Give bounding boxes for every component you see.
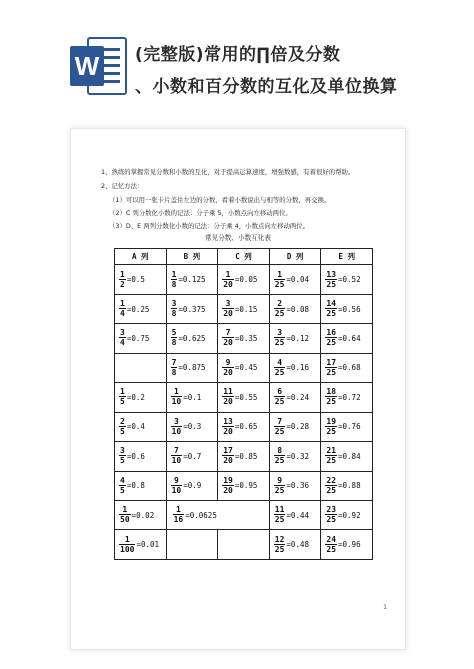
decimal-value: =0.01 <box>136 540 160 550</box>
fraction-numerator: 12 <box>274 534 285 544</box>
fraction-denominator: 25 <box>274 544 285 554</box>
table-cell <box>166 353 218 382</box>
fraction-denominator: 25 <box>274 367 285 377</box>
fraction <box>274 506 286 524</box>
decimal-value: =0.9 <box>183 481 202 491</box>
decimal-value: =0.625 <box>178 333 206 343</box>
fraction <box>171 388 183 406</box>
table-header-row <box>115 249 373 265</box>
fraction <box>173 506 185 524</box>
decimal-value: =0.6 <box>126 451 145 461</box>
fraction <box>222 359 234 377</box>
table-cell <box>115 353 167 382</box>
decimal-value: =0.7 <box>183 451 202 461</box>
table-cell <box>166 265 218 294</box>
instruction-line-4: （2）C 列分数化小数的记法：分子乘 5，小数点向左移动两位。 <box>109 209 292 217</box>
document-header <box>0 0 474 120</box>
fraction <box>274 418 286 436</box>
fraction-numerator: 11 <box>223 387 233 397</box>
fraction <box>119 477 126 495</box>
fraction-numerator: 2 <box>277 299 283 309</box>
fraction-denominator: 25 <box>326 426 337 436</box>
decimal-value: =0.88 <box>338 481 361 491</box>
decimal-value: =0.28 <box>286 422 309 432</box>
decimal-value: =0.875 <box>178 363 206 373</box>
fraction-denominator: 5 <box>120 456 125 466</box>
column-header: A 列 <box>115 249 167 265</box>
fraction <box>171 418 183 436</box>
decimal-value: =0.56 <box>338 304 361 314</box>
fraction-denominator: 4 <box>120 309 125 319</box>
fraction-denominator: 25 <box>274 338 285 348</box>
fraction-denominator: 5 <box>120 397 125 407</box>
decimal-value: =0.16 <box>286 363 309 373</box>
fraction <box>119 447 126 465</box>
table-cell <box>218 324 270 353</box>
fraction-denominator: 25 <box>326 367 337 377</box>
table-cell <box>321 500 373 529</box>
table-cell <box>166 383 218 412</box>
word-document-icon <box>70 34 128 98</box>
decimal-value: =0.05 <box>234 275 258 285</box>
decimal-value: =0.84 <box>338 451 361 461</box>
table-cell <box>115 324 167 353</box>
decimal-value: =0.48 <box>286 540 309 550</box>
decimal-value: =0.45 <box>234 363 258 373</box>
fraction-numerator: 8 <box>277 446 283 456</box>
fraction-numerator: 3 <box>225 299 231 309</box>
fraction-denominator: 20 <box>223 397 233 407</box>
decimal-value: =0.55 <box>234 392 258 402</box>
table-cell <box>321 383 373 412</box>
decimal-value: =0.65 <box>234 422 258 432</box>
fraction-denominator: 100 <box>120 544 135 554</box>
decimal-value: =0.2 <box>126 392 145 402</box>
table-cell <box>166 500 269 529</box>
fraction-numerator: 17 <box>223 446 233 456</box>
table-cell <box>269 412 321 441</box>
decimal-value: =0.96 <box>338 540 361 550</box>
fraction-numerator: 3 <box>120 446 125 456</box>
decimal-value: =0.02 <box>131 510 155 520</box>
fraction <box>222 329 234 347</box>
fraction-denominator: 5 <box>120 485 125 495</box>
fraction <box>325 447 337 465</box>
fraction-denominator: 25 <box>274 279 285 289</box>
fraction-numerator: 7 <box>171 357 177 367</box>
fraction-denominator: 25 <box>274 397 285 407</box>
decimal-value: =0.24 <box>286 392 309 402</box>
table-cell <box>218 442 270 471</box>
fraction <box>325 271 337 289</box>
fraction-numerator: 1 <box>124 534 130 544</box>
decimal-value: =0.08 <box>286 304 309 314</box>
instruction-line-1: 1、熟练的掌握常见分数和小数的互化，对于提高运算速度，增强数感，有着很好的帮助。 <box>101 168 355 176</box>
table-cell <box>115 294 167 323</box>
fraction-denominator: 25 <box>274 309 285 319</box>
decimal-value: =0.85 <box>234 451 258 461</box>
fraction <box>325 418 337 436</box>
fraction-numerator: 7 <box>225 328 231 338</box>
fraction <box>222 271 234 289</box>
fraction-denominator: 25 <box>326 515 337 525</box>
fraction <box>274 447 286 465</box>
fraction <box>119 506 131 524</box>
fraction-numerator: 1 <box>176 505 181 515</box>
fraction-numerator: 17 <box>326 357 337 367</box>
fraction <box>119 388 126 406</box>
fraction-numerator: 1 <box>120 299 125 309</box>
fraction <box>274 536 286 554</box>
decimal-value: =0.5 <box>126 275 145 285</box>
table-cell <box>218 530 270 560</box>
fraction-denominator: 8 <box>171 279 177 289</box>
decimal-value: =0.35 <box>234 333 258 343</box>
fraction-numerator: 22 <box>326 475 337 485</box>
table-cell <box>321 471 373 500</box>
fraction <box>119 300 126 318</box>
fraction-denominator: 8 <box>171 309 177 319</box>
fraction-numerator: 24 <box>326 534 337 544</box>
decimal-value: =0.68 <box>338 363 361 373</box>
fraction-numerator: 13 <box>223 416 233 426</box>
table-cell <box>115 500 167 529</box>
table-cell <box>321 265 373 294</box>
table-cell <box>166 294 218 323</box>
decimal-value: =0.125 <box>178 275 206 285</box>
table-row <box>115 471 373 500</box>
fraction <box>222 447 234 465</box>
decimal-value: =0.92 <box>338 510 361 520</box>
fraction-denominator: 8 <box>171 367 177 377</box>
fraction-numerator: 3 <box>277 328 283 338</box>
instruction-line-5: （3）D、E 两列分数化小数的记法：分子乘 4，小数点向左移动两位。 <box>109 222 310 230</box>
table-cell <box>115 471 167 500</box>
fraction-numerator: 6 <box>277 387 283 397</box>
fraction-numerator: 4 <box>277 357 283 367</box>
fraction <box>119 271 126 289</box>
table-cell <box>321 353 373 382</box>
table-row <box>115 530 373 560</box>
decimal-value: =0.1 <box>183 392 202 402</box>
fraction-denominator: 10 <box>171 485 182 495</box>
table-cell <box>218 412 270 441</box>
table-cell <box>321 294 373 323</box>
table-row <box>115 500 373 529</box>
fraction-numerator: 7 <box>174 446 179 456</box>
column-header: E 列 <box>321 249 373 265</box>
fraction <box>171 300 178 318</box>
fraction-numerator: 5 <box>171 328 177 338</box>
column-header: C 列 <box>218 249 270 265</box>
fraction-denominator: 25 <box>274 456 285 466</box>
decimal-value: =0.95 <box>234 481 258 491</box>
table-cell <box>269 383 321 412</box>
fraction-numerator: 13 <box>326 269 337 279</box>
fraction-denominator: 4 <box>120 338 125 348</box>
fraction-denominator: 25 <box>326 485 337 495</box>
fraction-denominator: 25 <box>326 338 337 348</box>
fraction-denominator: 25 <box>274 515 285 525</box>
document-page <box>70 128 406 650</box>
fraction-numerator: 1 <box>122 505 128 515</box>
table-cell <box>269 265 321 294</box>
table-cell <box>269 500 321 529</box>
table-cell <box>166 412 218 441</box>
fraction-numerator: 1 <box>120 387 125 397</box>
decimal-value: =0.75 <box>126 333 150 343</box>
fraction-numerator: 9 <box>277 475 283 485</box>
table-cell <box>166 442 218 471</box>
fraction-numerator: 3 <box>171 299 177 309</box>
fraction-numerator: 14 <box>326 299 337 309</box>
table-cell <box>115 265 167 294</box>
fraction-numerator: 3 <box>120 328 125 338</box>
instruction-line-2: 2、记忆方法： <box>101 182 144 190</box>
table-row <box>115 383 373 412</box>
fraction-numerator: 4 <box>120 475 125 485</box>
fraction-denominator: 2 <box>120 279 125 289</box>
fraction-numerator: 1 <box>277 269 283 279</box>
document-title-line-2: 、小数和百分数的互化及单位换算 <box>135 77 398 97</box>
table-row <box>115 324 373 353</box>
fraction-denominator: 20 <box>223 426 233 436</box>
column-header: D 列 <box>269 249 321 265</box>
fraction <box>325 329 337 347</box>
fraction <box>325 388 337 406</box>
fraction <box>171 329 178 347</box>
table-cell <box>166 530 218 560</box>
fraction-denominator: 50 <box>120 515 130 525</box>
decimal-value: =0.52 <box>338 275 361 285</box>
svg-text:W: W <box>74 51 100 81</box>
fraction <box>119 536 135 554</box>
fraction-numerator: 19 <box>223 475 233 485</box>
decimal-value: =0.4 <box>126 422 145 432</box>
fraction-numerator: 9 <box>225 357 231 367</box>
fraction-numerator: 3 <box>174 416 179 426</box>
decimal-value: =0.44 <box>286 510 309 520</box>
decimal-value: =0.25 <box>126 304 150 314</box>
table-cell <box>218 294 270 323</box>
decimal-value: =0.3 <box>183 422 202 432</box>
table-cell <box>166 324 218 353</box>
table-cell <box>321 530 373 560</box>
fraction-numerator: 23 <box>326 505 337 515</box>
fraction-denominator: 25 <box>274 485 285 495</box>
document-title-line-1: (完整版)常用的∏倍及分数 <box>135 45 341 65</box>
decimal-value: =0.36 <box>286 481 309 491</box>
decimal-value: =0.0625 <box>185 510 217 520</box>
decimal-value: =0.04 <box>286 275 309 285</box>
table-cell <box>115 442 167 471</box>
column-header: B 列 <box>166 249 218 265</box>
table-cell <box>166 471 218 500</box>
decimal-value: =0.8 <box>126 481 145 491</box>
fraction-numerator: 19 <box>326 416 337 426</box>
table-row <box>115 353 373 382</box>
fraction <box>325 477 337 495</box>
fraction <box>274 300 286 318</box>
table-title: 常见分数、小数互化表 <box>205 234 271 242</box>
fraction-denominator: 25 <box>274 426 285 436</box>
fraction <box>171 271 178 289</box>
fraction <box>325 359 337 377</box>
fraction <box>222 418 234 436</box>
fraction <box>119 329 126 347</box>
table-cell <box>269 442 321 471</box>
table-cell <box>218 353 270 382</box>
fraction-denominator: 20 <box>223 279 233 289</box>
fraction-denominator: 25 <box>326 309 337 319</box>
table-cell <box>218 265 270 294</box>
fraction-numerator: 16 <box>326 328 337 338</box>
fraction-denominator: 10 <box>171 426 182 436</box>
fraction-numerator: 1 <box>225 269 231 279</box>
table-row <box>115 265 373 294</box>
fraction-denominator: 20 <box>223 367 233 377</box>
fraction <box>274 359 286 377</box>
fraction <box>171 477 183 495</box>
table-cell <box>115 383 167 412</box>
fraction <box>325 300 337 318</box>
fraction <box>119 418 126 436</box>
table-row <box>115 412 373 441</box>
decimal-value: =0.375 <box>178 304 206 314</box>
table-cell <box>321 442 373 471</box>
fraction-denominator: 25 <box>326 544 337 554</box>
fraction-denominator: 10 <box>171 397 182 407</box>
fraction-denominator: 5 <box>120 426 125 436</box>
fraction <box>274 477 286 495</box>
fraction <box>222 300 234 318</box>
table-cell <box>269 353 321 382</box>
fraction-numerator: 21 <box>326 446 337 456</box>
table-cell <box>269 324 321 353</box>
fraction <box>171 447 183 465</box>
table-cell <box>321 412 373 441</box>
fraction <box>274 388 286 406</box>
fraction-numerator: 9 <box>174 475 179 485</box>
fraction-denominator: 25 <box>326 279 337 289</box>
table-cell <box>115 530 167 560</box>
decimal-value: =0.12 <box>286 333 309 343</box>
fraction <box>171 359 178 377</box>
fraction-numerator: 7 <box>277 416 283 426</box>
table-cell <box>218 471 270 500</box>
fraction-denominator: 20 <box>223 456 233 466</box>
table-row <box>115 294 373 323</box>
fraction-denominator: 20 <box>223 338 233 348</box>
fraction-denominator: 10 <box>171 456 182 466</box>
fraction-denominator: 25 <box>326 397 337 407</box>
fraction-denominator: 20 <box>223 309 233 319</box>
table-cell <box>218 383 270 412</box>
decimal-value: =0.76 <box>338 422 361 432</box>
fraction <box>274 271 286 289</box>
fraction-decimal-table <box>114 248 373 560</box>
table-cell <box>269 471 321 500</box>
table-cell <box>115 412 167 441</box>
fraction-denominator: 20 <box>223 485 233 495</box>
fraction-numerator: 1 <box>174 387 179 397</box>
fraction <box>274 329 286 347</box>
table-cell <box>269 294 321 323</box>
instruction-line-3: （1）可以用一张卡片盖住左边的分数，看着小数说出与相等的分数，再交换。 <box>109 196 331 204</box>
fraction-numerator: 18 <box>326 387 337 397</box>
decimal-value: =0.64 <box>338 333 361 343</box>
decimal-value: =0.15 <box>234 304 258 314</box>
table-row <box>115 442 373 471</box>
fraction <box>222 388 234 406</box>
fraction <box>325 536 337 554</box>
table-cell <box>269 530 321 560</box>
fraction <box>222 477 234 495</box>
fraction-numerator: 11 <box>274 505 285 515</box>
fraction-denominator: 8 <box>171 338 177 348</box>
decimal-value: =0.32 <box>286 451 309 461</box>
fraction-numerator: 1 <box>171 269 177 279</box>
page-number: 1 <box>383 604 387 611</box>
table-cell <box>321 324 373 353</box>
fraction-numerator: 2 <box>120 416 125 426</box>
decimal-value: =0.72 <box>338 392 361 402</box>
fraction-denominator: 25 <box>326 456 337 466</box>
fraction-denominator: 16 <box>173 515 184 525</box>
fraction <box>325 506 337 524</box>
fraction-numerator: 1 <box>120 269 125 279</box>
